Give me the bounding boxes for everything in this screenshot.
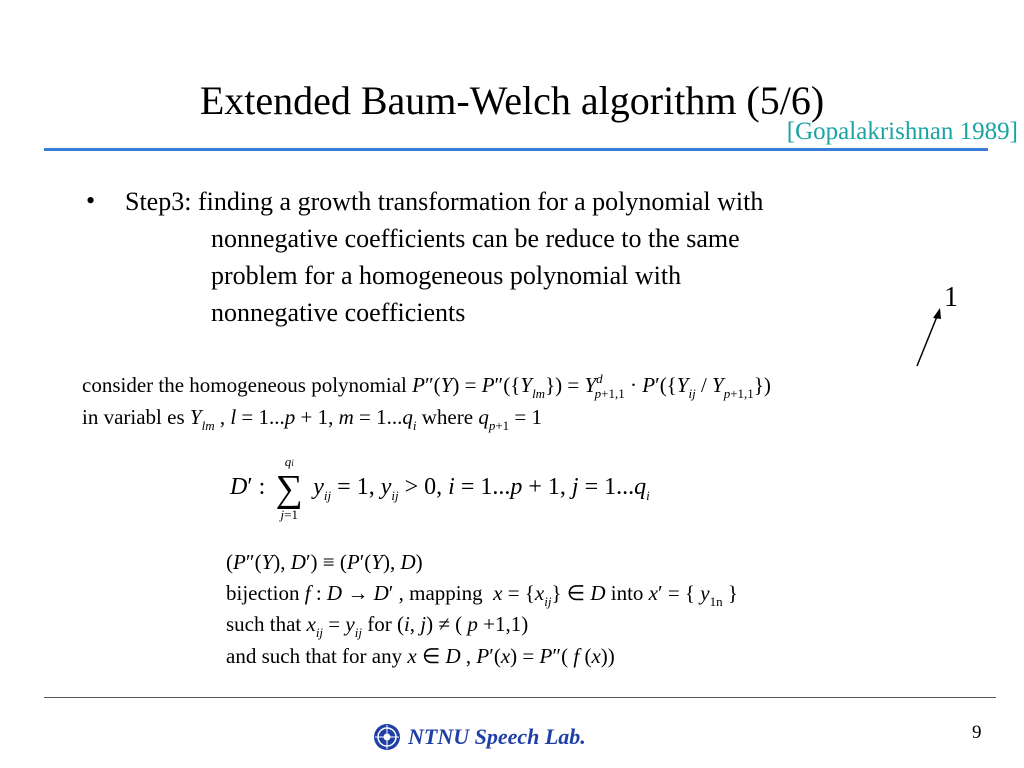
bullet-line-3: problem for a homogeneous polynomial with bbox=[211, 261, 682, 290]
ntnu-logo-icon bbox=[373, 723, 401, 751]
consider-text: consider the homogeneous polynomial bbox=[82, 373, 407, 397]
mapping-text: , mapping bbox=[398, 581, 483, 605]
title-underline bbox=[44, 148, 988, 151]
formula-variables: in variabl es $Y_{lm}$ , l = 1...p + 1, $m = 1...q_i$ where $q_{p+1} = 1$ bbox=[82, 405, 542, 433]
formula-such-that: such that $x_{ij} = y_{ij}$ for (i, j) ≠ ( p +1,1) bbox=[226, 612, 529, 640]
summation-symbol: qi ∑ j=1 bbox=[275, 454, 303, 522]
such-that-text: such that bbox=[226, 612, 302, 636]
citation: [Gopalakrishnan 1989] bbox=[786, 118, 1018, 145]
bijection-text: bijection bbox=[226, 581, 300, 605]
where-text: where bbox=[421, 405, 474, 429]
variables-text: in variabl es bbox=[82, 405, 185, 429]
bullet-line-1: Step3: finding a growth transformation for a polynomial with bbox=[125, 187, 764, 216]
bullet-line-4: nonnegative coefficients bbox=[211, 298, 466, 327]
formula-equivalence: (P″(Y), D′) ≡ (P′(Y), D) bbox=[226, 550, 423, 574]
formula-homogeneous-polynomial: consider the homogeneous polynomial $P''(Y) = P''(\{Y_{lm}\}) = Y^d_{p+1,1} \cdot P'(\{Y_{ij} / Y_{p+1,1}\})$ bbox=[82, 371, 771, 401]
slide-title: Extended Baum-Welch algorithm (5/6) bbox=[199, 78, 825, 123]
lab-name: NTNU Speech Lab. bbox=[408, 724, 586, 749]
footer-divider bbox=[44, 697, 996, 698]
formula-and-such-that: and such that for any x ∈ D , P′(x) = P″( f (x)) bbox=[226, 644, 615, 668]
formula-bijection: bijection f : D → D′ , mapping $x = \{x_{ij}\}$ ∈ D into x′ = { $y_{1n}$ } bbox=[226, 581, 738, 609]
annotation-arrow bbox=[900, 300, 950, 370]
for-text: for bbox=[367, 612, 392, 636]
into-text: into bbox=[610, 581, 644, 605]
bullet-text bbox=[125, 183, 945, 331]
bullet-marker: • bbox=[86, 186, 96, 215]
page-number: 9 bbox=[972, 722, 982, 743]
annotation-number: 1 bbox=[944, 282, 958, 313]
and-such-text: and such that for any bbox=[226, 644, 403, 668]
formula-set-d-prime: D′ : qi ∑ j=1 $y_{ij} = 1$, $y_{ij} > 0$, i = 1...p + 1, $j = 1...q_i$ bbox=[230, 454, 650, 522]
bullet-line-2: nonnegative coefficients can be reduce to the same bbox=[211, 224, 740, 253]
